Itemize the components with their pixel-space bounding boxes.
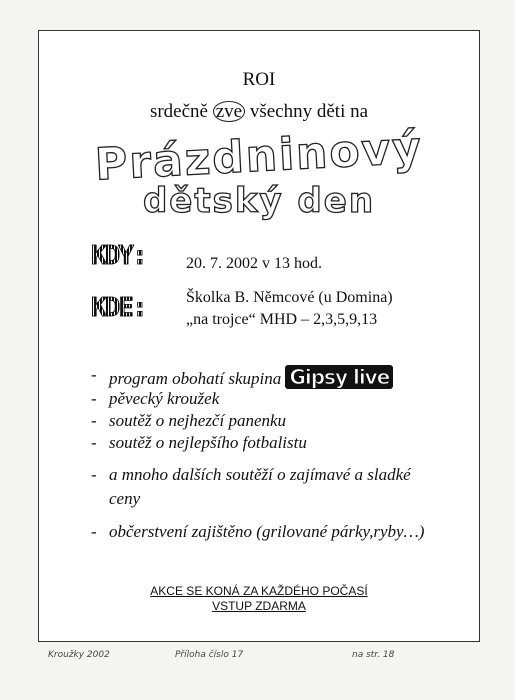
program-item-more xyxy=(89,463,439,519)
where-label: KDE: xyxy=(91,293,146,323)
footer-free-entry: VSTUP ZDARMA xyxy=(212,599,306,613)
organizer-name: ROI xyxy=(242,69,276,90)
where-line-1: Školka B. Němcové (u Domina) xyxy=(186,289,393,306)
program-item-band xyxy=(89,365,439,389)
program-item-text: soutěž o nejhezčí panenku xyxy=(109,411,287,430)
title-line-2: dětský den xyxy=(142,181,376,221)
flyer-sheet xyxy=(38,30,480,642)
invite-circled-word: zve xyxy=(213,101,245,122)
invite-pre: srdečně xyxy=(149,101,213,122)
band-logo: Gipsy live xyxy=(285,365,393,389)
invite-line xyxy=(39,101,479,123)
footer-weather-note: AKCE SE KONÁ ZA KAŽDÉHO POČASÍ xyxy=(150,584,368,598)
handwritten-note-left: Kroužky 2002 xyxy=(48,650,110,660)
program-item-text: pěvecký kroužek xyxy=(109,389,220,408)
program-item-text: soutěž o nejlepšího fotbalistu xyxy=(109,433,307,452)
handwritten-note-right: na str. 18 xyxy=(352,650,395,660)
when-value: 20. 7. 2002 v 13 hod. xyxy=(186,255,322,272)
program-item-doll xyxy=(89,411,439,433)
program-item-food xyxy=(89,519,439,545)
program-item-football xyxy=(89,433,439,463)
program-item-text: občerstvení zajištěno (grilované párky,ryby…) xyxy=(109,522,425,541)
when-label: KDY: xyxy=(91,241,146,271)
invite-post: všechny děti na xyxy=(245,101,369,122)
program-item-text: program obohatí skupina xyxy=(109,369,282,388)
handwritten-note-middle: Příloha číslo 17 xyxy=(175,650,244,660)
where-line-2: „na trojce“ MHD – 2,3,5,9,13 xyxy=(186,311,378,328)
program-item-choir xyxy=(89,389,439,411)
program-item-text: a mnoho dalších soutěží o zajímavé a sladké ceny xyxy=(109,465,411,508)
program-list xyxy=(89,365,439,545)
title-line-1: Prázdninový xyxy=(93,122,425,191)
